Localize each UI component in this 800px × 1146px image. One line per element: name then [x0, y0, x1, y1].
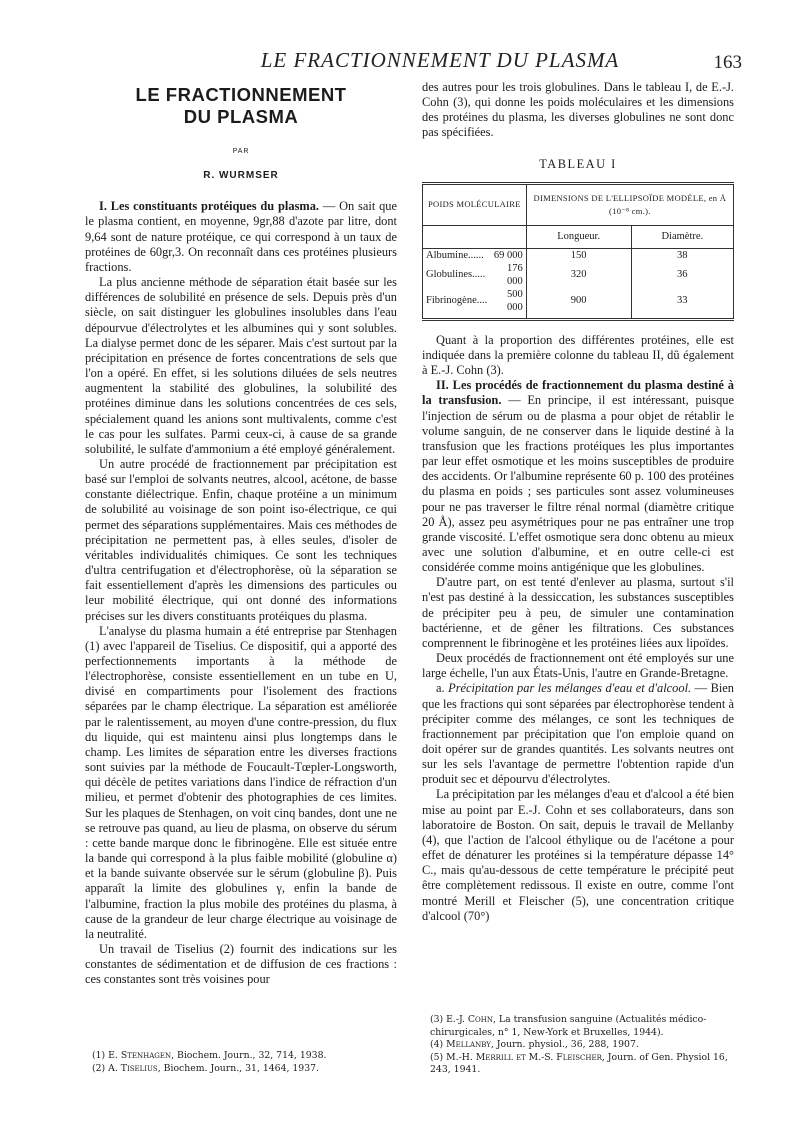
table-title: TABLEAU I — [539, 156, 617, 171]
table-header-dimensions: DIMENSIONS DE L'ELLIPSOÏDE MODÈLE, en Å (10⁻⁸ cm.). — [526, 183, 733, 225]
footnote — [92, 1050, 397, 1063]
table-row — [423, 248, 734, 262]
footnotes-left — [92, 1050, 397, 1075]
footnote-number: (3) — [430, 1014, 447, 1025]
footnote-text: , Biochem. Journ., 32, 714, 1938. — [171, 1050, 327, 1061]
paragraph: D'autre part, on est tenté d'enlever au plasma, surtout s'il n'est pas destiné à la dessiccation, les substances susceptibles de précipiter peu à peu, de simuler une contamination bactérienne, et de gêner les filtrations. Ces substances comprennent le fibrinogène et les protéines liées aux lipoïdes. — [422, 575, 734, 650]
paragraph: L'analyse du plasma humain a été entreprise par Stenhagen (1) avec l'appareil de Tiselius. Ce dispositif, qui a apporté des perfectionnements importants à la méthode de l'électrophorèse, consiste essentiellement en un tube en U, divisé en compartiments pour l'isolement des fractions séparées par le champ électrique. La séparation est améliorée par le ralentissement, au moyen d'une contre-pression, du flux du liquide, qui est maintenu ainsi plus longtemps dans le champ. Les limites de séparation entre les diverses fractions sont suivies par la méthode de Foucault-Tœpler-Longsworth, qui décèle de petites variations dans l'indice de réfraction d'un milieu, et permet d'obtenir des photographies de ces limites. Sur les plaques de Stenhagen, on voit cinq bandes, dont une ne se retrouve pas quand, au lieu de plasma, on observe du sérum : cette bande marque donc le fibrinogène. Elle est située entre la bande qui correspond à la plus faible mobilité (globuline α) et la bande suivante observée sur le sérum (globuline β). Puis apparaît la limite des globulines γ, enfin la bande de l'albumine, fraction la plus mobile des protéines du plasma, à cause de la grandeur de leur charge électrique au voisinage de la neutralité. — [85, 623, 397, 941]
paragraph-text: — On sait que le plasma contient, en moyenne, 9gr,88 d'azote par litre, dont 9,64 sont de nature protéique, ce qui correspond à un taux de protéines de 60gr,3. On reconnaît dans ces protéines plusieurs fractions. — [85, 199, 397, 274]
footnote — [430, 1052, 730, 1077]
paragraph — [422, 681, 734, 787]
footnote-author: E.-J. Cohn — [446, 1014, 494, 1025]
table-row — [423, 262, 734, 288]
footnote-number: (2) — [92, 1062, 109, 1074]
paragraph — [85, 199, 397, 275]
left-column — [85, 80, 397, 987]
paragraph: Un autre procédé de fractionnement par précipitation est basé sur l'emploi de solvants neutres, alcool, acétone, de basse constante diélectrique. Enfin, chaque protéine a un minimum de solubilité au voisinage de son point iso-électrique, ce qui permet des séparations supplémentaires. Mais ces méthodes de précipitation ne permettent pas, à elles seules, d'isoler de véritables individualités chimiques. Ce sont les techniques d'ultra centrifugation et d'électrophorèse, où la séparation se fait essentiellement d'après les dimensions des particules ou leur mobilité électrique, qui ont donné des informations précises sur les divers constituants protéiques du plasma. — [85, 456, 397, 623]
article-title-line-2: DU PLASMA — [183, 106, 299, 127]
paragraph: Un travail de Tiselius (2) fournit des indications sur les constantes de sédimentation et de diffusion de ces fractions : ces constantes sont très voisines pour — [85, 941, 397, 987]
paragraph: Deux procédés de fractionnement ont été employés sur une large échelle, l'un aux États-Unis, l'autre en Grande-Bretagne. — [422, 651, 734, 681]
table-header-blank — [423, 225, 527, 248]
section-heading-2: II. Les procédés de fractionnement du plasma destiné à la transfusion. — [422, 378, 734, 408]
article-author: R. WURMSER — [203, 170, 279, 182]
table-row — [423, 288, 734, 320]
footnote-number: (4) — [430, 1039, 447, 1050]
data-table — [422, 182, 734, 321]
table-cell-diameter: 36 — [631, 262, 733, 288]
table-cell-length: 150 — [526, 248, 631, 262]
table-cell-diameter: 33 — [631, 288, 733, 320]
footnote-text: , Biochem. Journ., 31, 1464, 1937. — [157, 1062, 320, 1074]
footnote-text: , Journ. physiol., 36, 288, 1907. — [490, 1039, 639, 1050]
right-column — [422, 80, 734, 924]
footnote-text: , La transfusion sanguine (Actualités médico-chirurgicales, n° 1, New-York et Bruxelles, 1944). — [430, 1014, 707, 1038]
footnotes-right — [430, 1014, 730, 1077]
footnote — [430, 1039, 730, 1052]
table-header-length: Longueur. — [526, 225, 631, 248]
subsection-label: a. — [436, 681, 449, 696]
table-cell-name: Fibrinogène.... — [423, 288, 491, 320]
footnote-author: A. Tiselius — [108, 1062, 158, 1074]
page-number: 163 — [713, 52, 742, 73]
footnote-author: M.-H. Merrill et M.-S. Fleischer — [446, 1051, 602, 1063]
paragraph-text: — Bien que les fractions qui sont séparées par électrophorèse tendent à précipiter comme des mélanges, ce sont les techniques de fractionnement par précipitation que l'on emploie quand on doit opérer sur de grandes quantités. Les solvants neutres ont sur les sels l'avantage de permettre l'obtention rapide d'un produit sec et dépourvu d'électrolytes. — [422, 681, 734, 787]
paragraph: La plus ancienne méthode de séparation était basée sur les différences de solubilité en présence de sels. Depuis près d'un siècle, on sait distinguer les globulines insolubles dans l'eau dépourvue d'électrolytes et les albumines qui y sont solubles. La dialyse permet donc de les séparer. Mais c'est surtout par la précipitation en présence de fortes concentrations de sels que l'on a opéré. En effet, si les solutions diluées de sels neutres augmentent la stabilité des globulines, la solubilité des protéines diminue dans les solutions concentrées de ces sels, spécialement quand les anions sont multivalents, comme c'est le cas pour les sulfates. Parmi ceux-ci, à cause de sa grande solubilité, le sulfate d'ammonium a été employé généralement. — [85, 275, 397, 456]
table-header-weight: POIDS MOLÉCULAIRE — [423, 183, 527, 225]
footnote — [92, 1063, 397, 1076]
footnote-author: E. Stenhagen — [108, 1050, 172, 1061]
table-cell-weight: 69 000 — [490, 248, 526, 262]
footnote-number: (1) — [92, 1050, 109, 1061]
table-cell-length: 320 — [526, 262, 631, 288]
table-header-diameter: Diamètre. — [631, 225, 733, 248]
subsection-title: Précipitation par les mélanges d'eau et d'alcool. — [448, 681, 692, 696]
paragraph: La précipitation par les mélanges d'eau et d'alcool a été bien mise au point par E.-J. Cohn et ses collaborateurs, dans son laboratoire de Boston. On sait, depuis le travail de Mellanby (4), que l'action de l'alcool éthylique ou de l'acétone a pour effet de dénaturer les protéines si la température dépasse 14° C., mais qu'au-dessous de cette température le précipité peut être complètement redissous. Il existe en outre, comme l'ont montré Merill et Fleischer (5), une concentration critique d'alcool (70°) — [422, 787, 734, 923]
table-cell-diameter: 38 — [631, 248, 733, 262]
section-heading-1: I. Les constituants protéiques du plasma. — [99, 199, 320, 214]
table-cell-name: Albumine...... — [423, 248, 491, 262]
table-cell-length: 900 — [526, 288, 631, 320]
table-cell-weight: 500 000 — [490, 288, 526, 320]
paragraph-text: — En principe, il est intéressant, puisque l'injection de sérum ou de plasma a pour objet de rétablir le volume sanguin, de ne conserver dans le liquide destiné à la transfusion que les fractions protéiques les plus importantes par leur effet osmotique et les moins susceptibles de produire des accidents. Or l'albumine représente 60 p. 100 des protéines du plasma en poids ; ses particules sont assez volumineuses pour ne pas traverser le filtre rénal normal (diamètre critique 20 Å), assez peu asymétriques pour ne pas entraîner une trop grande viscosité. L'effet osmotique sera donc obtenu au mieux avec une solution d'albumine, et en outre celle-ci est considérée comme moins antigénique que les globulines. — [422, 393, 734, 575]
paragraph — [422, 378, 734, 575]
table-cell-name: Globulines..... — [423, 262, 491, 288]
footnote-number: (5) — [430, 1051, 447, 1063]
footnote-author: Mellanby — [446, 1039, 491, 1050]
article-title-line-1: LE FRACTIONNEMENT — [135, 84, 347, 105]
byline-par: PAR — [232, 148, 250, 155]
running-title: LE FRACTIONNEMENT DU PLASMA — [260, 48, 620, 72]
table-cell-weight: 176 000 — [490, 262, 526, 288]
article-title — [85, 84, 397, 128]
footnote — [430, 1014, 730, 1039]
paragraph: Quant à la proportion des différentes protéines, elle est indiquée dans la première colonne du tableau II, dû également à E.-J. Cohn (3). — [422, 332, 734, 378]
paragraph: des autres pour les trois globulines. Dans le tableau I, de E.-J. Cohn (3), qui donne les poids moléculaires et les dimensions des protéines du plasma, les diverses globulines ne sont donc pas spécifiées. — [422, 80, 734, 140]
footnote-text: , Journ. of Gen. Physiol 16, 243, 1941. — [430, 1051, 728, 1075]
